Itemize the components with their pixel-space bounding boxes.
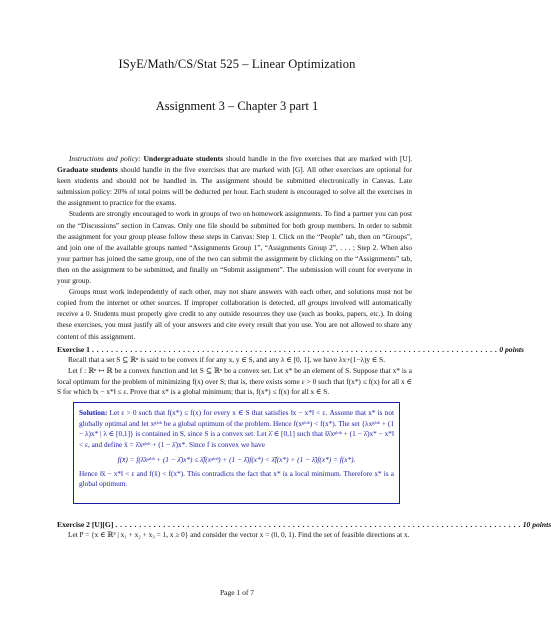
solution-text-1 [79, 408, 394, 451]
exercise-1-points: 0 points [499, 345, 524, 354]
instructions-text: involved will automatically receive a 0. Students must properly give credit to any outside resources they use (such as books, papers, etc.). In doing these exercises, you must justify all of your answers and cite every result that you use. You are not allowed to share any content of this assignment. [57, 298, 413, 341]
instructions-paragraph-1 [57, 153, 412, 208]
exercise-2-points: 10 points [522, 520, 551, 529]
policy-label: Instructions and policy: [69, 154, 141, 163]
instructions-text: Groups must work independently of each other, may not share answers with each other, and solutions must not be copied from the internet or other sources. If improper collaboration is detected, [57, 287, 412, 308]
dot-leader: . . . . . . . . . . . . . . . . . . . . . . . . . . . . . . . . . . . . . . . . . . . . . . . . . . . . . . . . . . . . . . . . . . . . . . . . . . . . . . . . . . . . . [91, 345, 498, 354]
undergrad-label: Undergraduate students [143, 154, 224, 163]
solution-label: Solution: [79, 408, 108, 417]
course-title: ISyE/Math/CS/Stat 525 – Linear Optimization [118, 57, 356, 71]
assignment-title: Assignment 3 – Chapter 3 part 1 [155, 99, 319, 113]
instructions-paragraph-2: Students are strongly encouraged to work in groups of two on homework assignments. To find a partner you can post on the “Discussions” section in Canvas. Only one file should be submitted for both group members. In order to submit the assignment for your group please follow these steps in Canvas: Step 1. Click on the “People” tab, then on “Groups”, and join one of the available groups named “Assignments Group 1”, “Assignments Group 2”, . . . ; Step 2. When also your partner has joined the same group, one of the two can submit the assignment by clicking on the “Assignments” tab, then on the assignment to be submitted, and finally on “Submit assignment”. The submission will count for everyone in your group. [57, 209, 412, 286]
exercise-1-title: Exercise 1 [57, 345, 90, 354]
grad-label: Graduate students [57, 165, 118, 175]
instructions-section [57, 153, 412, 342]
exercise-2-title: Exercise 2 [U][G] [57, 520, 114, 529]
solution-text: Let ε > 0 such that f(x*) ≤ f(x) for every x ∈ S that satisfies ‖x − x*‖ < ε. Assume that x* is not globally optimal and let xᵍˡᵒᵇ be a global optimum of the problem. Hence f(xᵍˡᵒᵇ) < f(x*). The set {λxᵍˡᵒᵇ + (1 − λ)x* | λ ∈ [0,1]} is contained in S, since S is a convex set. Let λ̄ ∈ [0,1] such that ‖λ̄xᵍˡᵒᵇ + (1 − λ̄)x* − x*‖ < ε, and define x̄ = λ̄xᵍˡᵒᵇ + (1 − λ̄)x*. Since f is convex we have [79, 408, 394, 450]
page-footer: Page 1 of 7 [220, 588, 254, 597]
all-groups-emphasis: all groups [297, 298, 328, 308]
dot-leader: . . . . . . . . . . . . . . . . . . . . . . . . . . . . . . . . . . . . . . . . . . . . . . . . . . . . . . . . . . . . . . . . . . . . . . . . . . . . . . . . . . . . . [115, 520, 521, 529]
exercise-1-header [57, 345, 524, 354]
exercise-2-body [57, 530, 412, 541]
instructions-text: should handle in the five exercises that are marked with [G]. All other exercises are optional for keen students and should not be handled in. The assignment should be submitted electronically in Canvas. Late submission policy: 20% of total points will be deducted per hour. Each student is encouraged to solve all the exercises in the assignment to practice for the exams. [57, 165, 412, 208]
instructions-text: should handle in the five exercises that are marked with [U]. [223, 154, 413, 163]
exercise-1-body [57, 355, 412, 398]
exercise-2-header [57, 520, 551, 529]
solution-equation: f(x̄) = f(λ̄xᵍˡᵒᵇ + (1 − λ̄)x*) ≤ λ̄f(xᵍˡᵒᵇ) + (1 − λ̄)f(x*) < λ̄f(x*) + (1 − λ̄)f(x*) = f(x*). [117, 454, 356, 464]
exercise-1-line-1: Recall that a set S ⊆ ℝⁿ is said to be convex if for any x, y ∈ S, and any λ ∈ [0, 1], we have λx+(1−λ)y ∈ S. [68, 355, 386, 364]
solution-text-2: Hence ‖x̄ − x*‖ < ε and f(x̄) < f(x*). This contradicts the fact that x* is a local minimum. Therefore x* is a global optimum. [79, 468, 394, 489]
exercise-1-line-2: Let f : ℝⁿ ↦ ℝ be a convex function and let S ⊆ ℝⁿ be a convex set. Let x* be an element of S. Suppose that x* is a local optimum for the problem of minimizing f(x) over S; that is, there exists some ε > 0 such that f(x*) ≤ f(x) for all x ∈ S for which ‖x − x*‖ ≤ ε. Prove that x* is a global minimum; that is, f(x*) ≤ f(x) for all x ∈ S. [57, 365, 412, 397]
exercise-2-line-1: Let P = {x ∈ ℝ³ | x₁ + x₂ + x₃ = 1, x ≥ 0} and consider the vector x = (0, 0, 1). Find the set of feasible directions at x. [68, 530, 410, 539]
solution-box [73, 402, 400, 504]
instructions-paragraph-3 [57, 286, 412, 341]
